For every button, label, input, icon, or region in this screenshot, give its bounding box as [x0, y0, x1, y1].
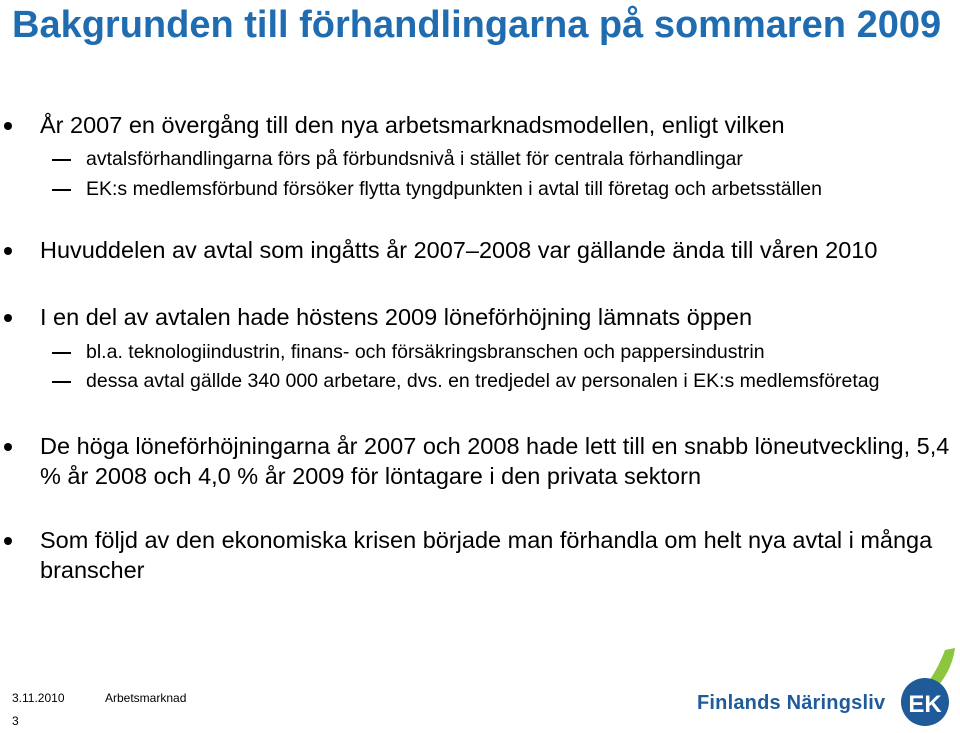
sub-bullet-text: avtalsförhandlingarna förs på förbundsnivå i stället för centrala förhandlingar: [86, 148, 743, 170]
bullet-item: [40, 302, 955, 332]
bullet-icon: [4, 443, 12, 451]
footer-date: 3.11.2010: [12, 691, 65, 705]
bullet-icon: [4, 247, 12, 255]
dash-icon: [52, 159, 71, 161]
bullet-item: [40, 525, 955, 585]
bullet-text: Som följd av den ekonomiska krisen började man förhandla om helt nya avtal i många branscher: [40, 527, 933, 583]
sub-bullet-text: EK:s medlemsförbund försöker flytta tyngdpunkten i avtal till företag och arbetsställen: [86, 178, 822, 200]
sub-bullet-text: dessa avtal gällde 340 000 arbetare, dvs. en tredjedel av personalen i EK:s medlemsföretag: [86, 370, 880, 392]
sub-bullet-item: [86, 146, 946, 174]
dash-icon: [52, 381, 71, 383]
bullet-text: Huvuddelen av avtal som ingåtts år 2007–2008 var gällande ända till våren 2010: [40, 237, 878, 263]
bullet-item: [40, 431, 955, 491]
page-number: 3: [12, 714, 19, 728]
logo-text: Finlands Näringsliv: [697, 692, 886, 714]
sub-bullet-text: bl.a. teknologiindustrin, finans- och försäkringsbranschen och pappersindustrin: [86, 341, 765, 363]
logo-mark-text: EK: [908, 691, 942, 718]
footer-org: Arbetsmarknad: [105, 691, 187, 705]
sub-bullet-item: [86, 368, 946, 396]
bullet-icon: [4, 537, 12, 545]
sub-bullet-item: [86, 176, 946, 204]
ek-logo-icon: [893, 646, 958, 728]
bullet-text: I en del av avtalen hade höstens 2009 löneförhöjning lämnats öppen: [40, 304, 753, 330]
dash-icon: [52, 189, 71, 191]
sub-bullet-item: [86, 339, 946, 367]
bullet-item: [40, 110, 955, 140]
dash-icon: [52, 352, 71, 354]
bullet-text: De höga löneförhöjningarna år 2007 och 2008 hade lett till en snabb löneutveckling, 5,4 % år 2008 och 4,0 % år 2009 för löntagare i den privata sektorn: [40, 433, 950, 489]
slide-title: Bakgrunden till förhandlingarna på sommaren 2009: [12, 4, 942, 46]
bullet-text: År 2007 en övergång till den nya arbetsmarknadsmodellen, enligt vilken: [40, 112, 785, 138]
bullet-icon: [4, 314, 12, 322]
bullet-icon: [4, 122, 12, 130]
bullet-item: [40, 235, 955, 265]
